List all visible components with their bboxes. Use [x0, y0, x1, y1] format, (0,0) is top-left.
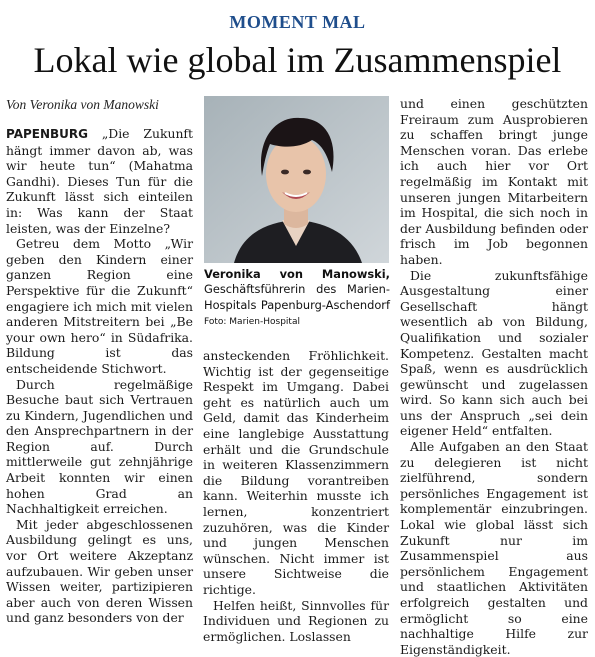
article-paragraph: Mit jeder abgeschlossenen Ausbildung gelingt es uns, vor Ort weitere Akzeptanz aufzubauen. Wir geben unser Wissen weiter, partizipieren aber auch von deren Wissen und ganz besonders von der: [6, 516, 193, 626]
photo-credit: Foto: Marien-Hospital: [204, 317, 300, 328]
article-paragraph: ansteckenden Fröhlichkeit. Wichtig ist der gegenseitige Respekt im Umgang. Dabei geht es natürlich auch um Geld, damit das Kinderheim eine langlebige Ausstattung erhält und die Grundschule in weiteren Klassenzimmern die Bildung vorantreiben kann. Weiterhin musste ich lernen, konzentriert zuzuhören, was die Kinder und jungen Menschen wünschen. Nicht immer ist unsere Sichtweise die richtige.: [203, 348, 389, 597]
article-paragraph: Getreu dem Motto „Wir geben den Kindern einer ganzen Region eine Perspektive für die Zukunft“ engagiere ich mich mit vielen anderen Mitstreitern bei „Be your own hero“ in Südafrika. Bildung ist das entscheidende Stichwort.: [6, 236, 193, 376]
caption-text: Geschäftsführerin des Marien-Hospitals Papenburg-Aschendorf: [204, 282, 390, 312]
photo-caption: [204, 267, 390, 331]
article-column-2: [203, 348, 389, 644]
paragraph-text: „Die Zukunft hängt immer davon ab, was wir heute tun“ (Mahatma Gandhi). Dieses Tun für die Zukunft lässt sich einteilen in: Was kann der Staat leisten, was der Einzelne?: [6, 126, 193, 236]
article-paragraph: Die zukunftsfähige Ausgestaltung einer Gesellschaft hängt wesentlich ab von Bildung, Qualifikation und sozialer Kompetenz. Gestalten macht Spaß, wenn es ausdrücklich gewünscht und zugelassen wird. So kann sich auch bei uns der Anspruch „sei dein eigener Held“ entfalten.: [400, 267, 588, 439]
article-paragraph: Helfen heißt, Sinnvolles für Individuen und Regionen zu ermöglichen. Loslassen: [203, 597, 389, 644]
article-paragraph: und einen geschützten Freiraum zum Ausprobieren zu schaffen bringt junge Menschen voran. Das erlebe ich auch hier vor Ort regelmäßig im Kontakt mit unseren jungen Mitarbeitern im Hospital, die sich noch in der Ausbildung befinden oder frisch im Job begonnen haben.: [400, 96, 588, 267]
dateline: PAPENBURG: [6, 127, 88, 141]
article-headline: Lokal wie global im Zusammenspiel: [33, 40, 562, 80]
article-paragraph: Durch regelmäßige Besuche baut sich Vertrauen zu Kindern, Jugendlichen und den Ansprechpartnern in der Region auf. Durch mittlerweile gut zehnjährige Arbeit konnten wir einen hohen Grad an Nachhaltigkeit erreichen.: [6, 376, 193, 517]
section-kicker: MOMENT MAL: [229, 12, 366, 32]
article-paragraph: [6, 126, 193, 236]
article-column-1: [6, 126, 193, 638]
caption-name: Veronika von Manowski,: [204, 267, 390, 281]
author-portrait-photo: [204, 96, 389, 263]
article-column-3: [400, 96, 588, 657]
portrait-illustration: [204, 96, 389, 263]
article-paragraph: Alle Aufgaben an den Staat zu delegieren ist nicht zielführend, sondern persönliches Engagement ist komplementär einzubringen. Lokal wie global lässt sich Zukunft nur im Zusammenspiel aus persönlichem Engagement und staatlichen Aktivitäten erfolgreich gestalten und ermöglicht so eine nachhaltige Hilfe zur Eigenständigkeit.: [400, 439, 588, 657]
article-byline: Von Veronika von Manowski: [6, 97, 159, 112]
